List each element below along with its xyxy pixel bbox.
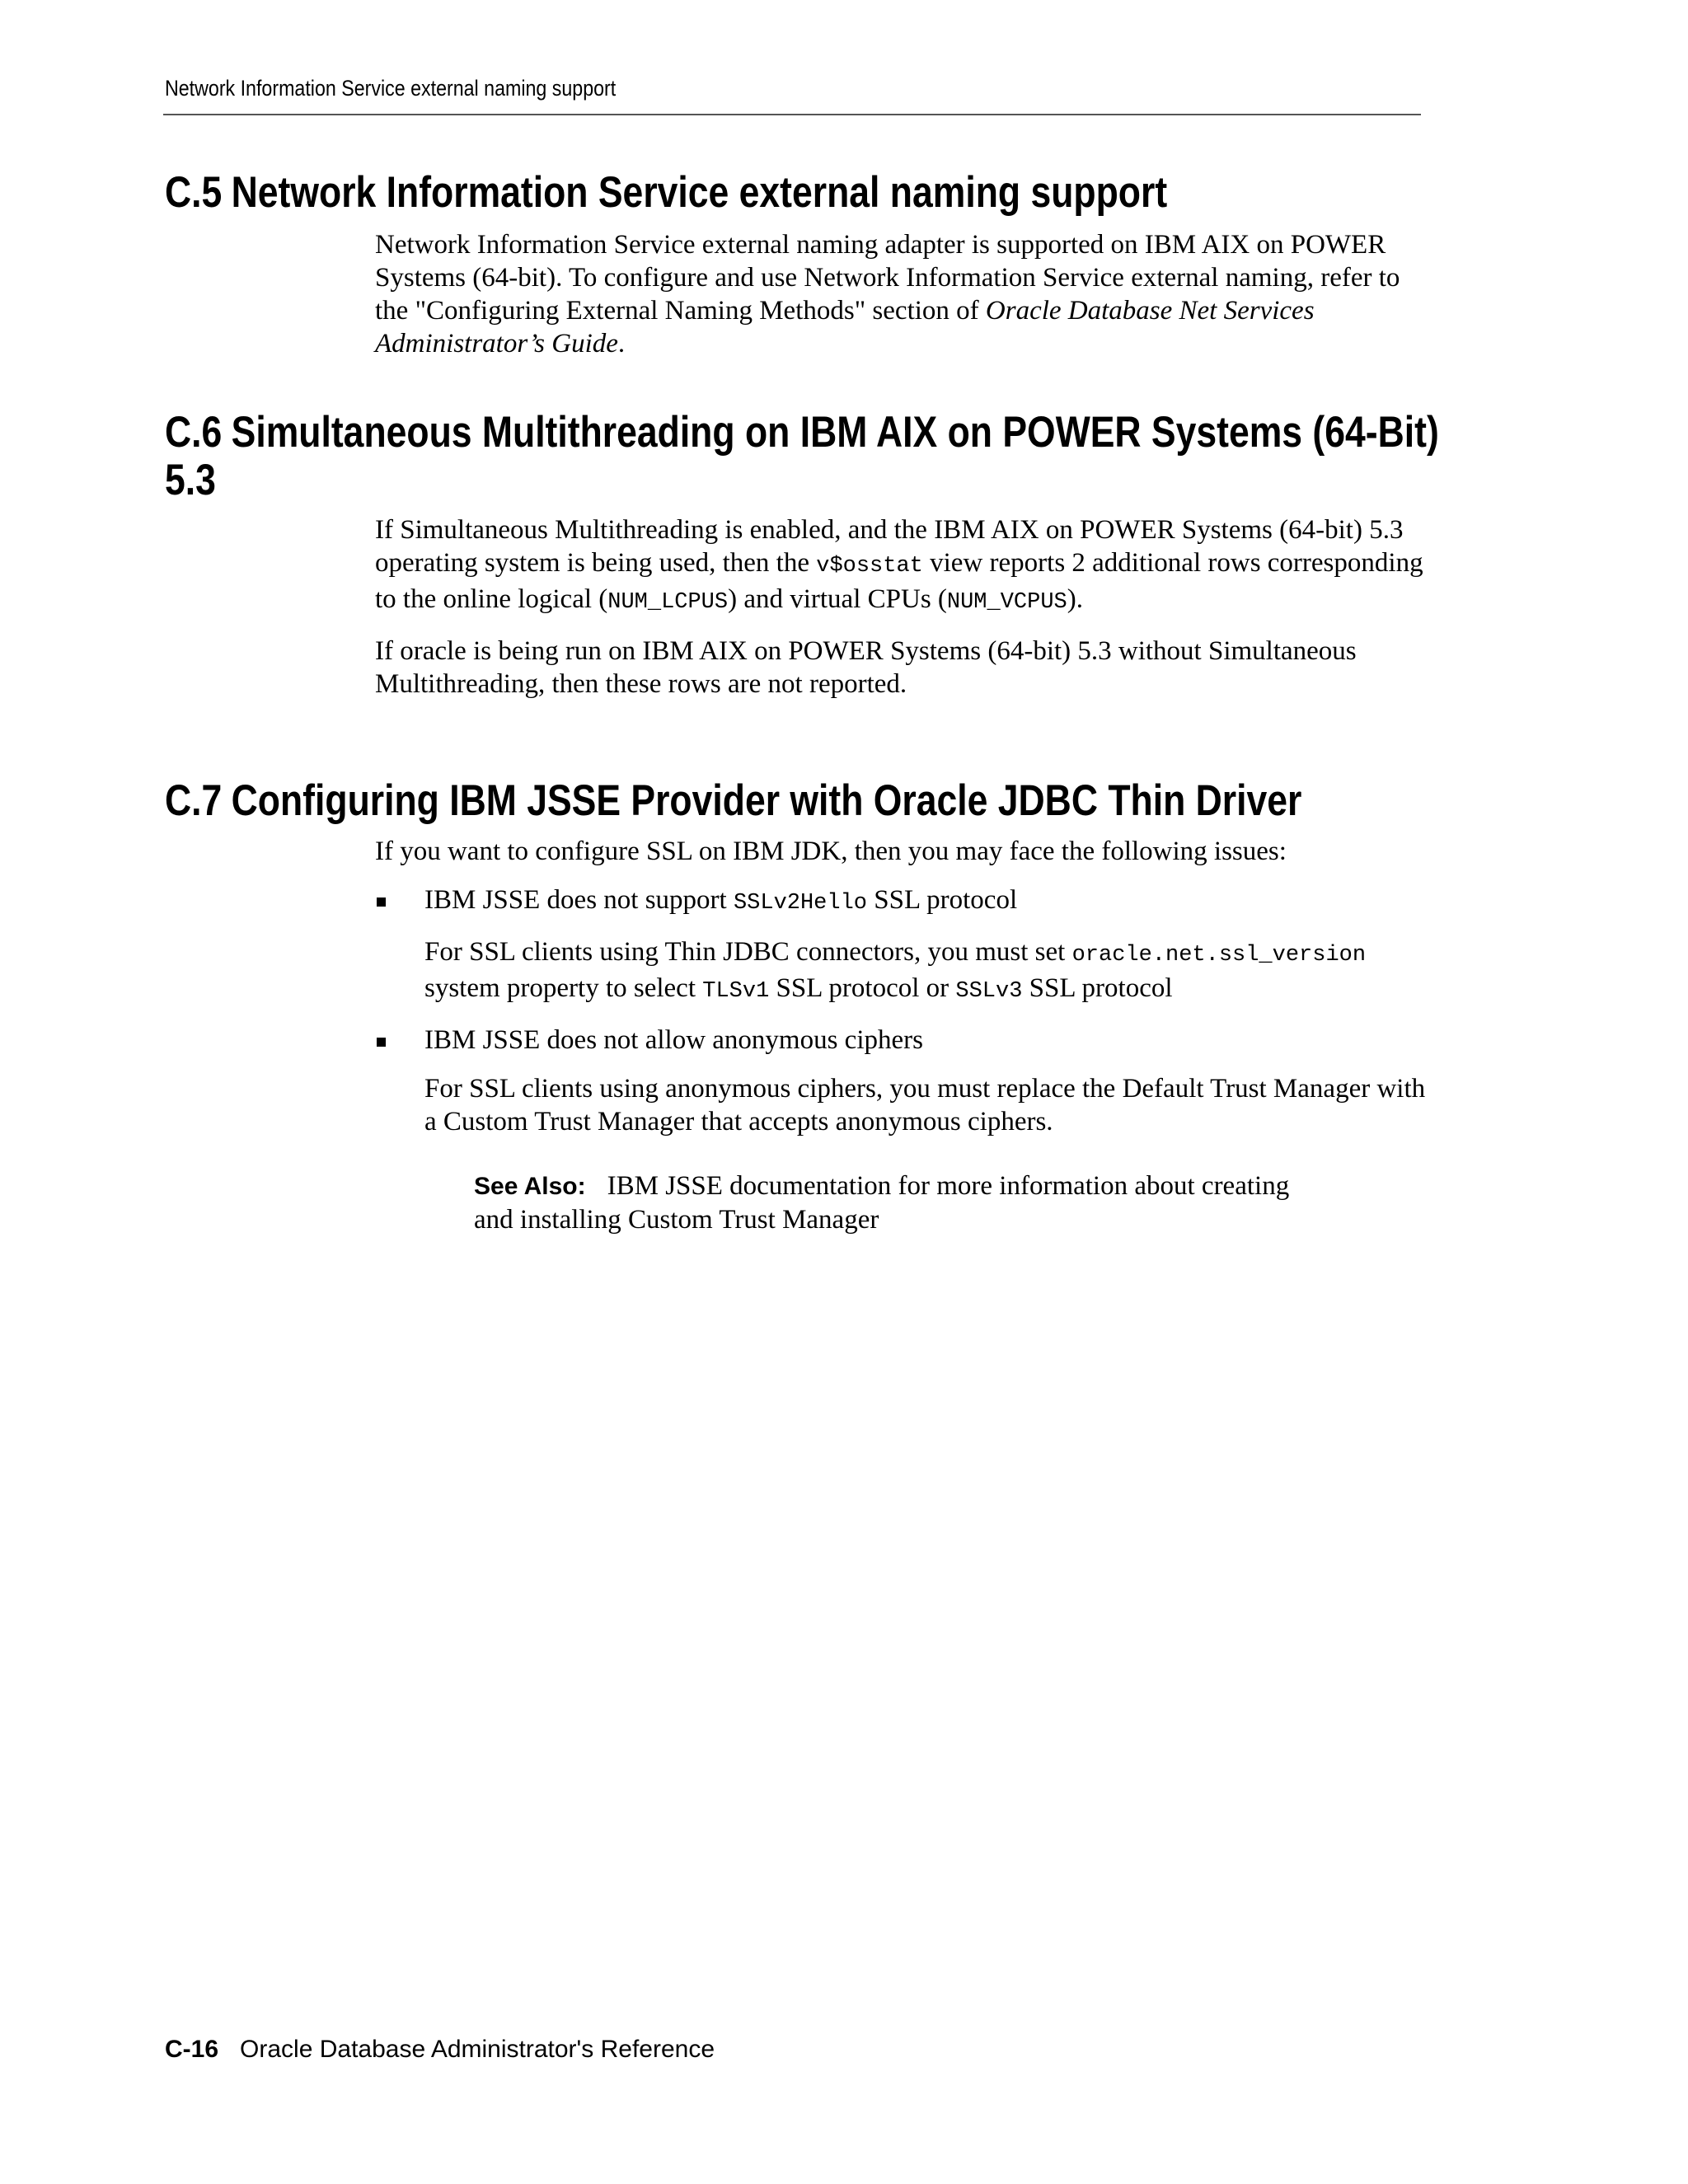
- detail-text: SSL protocol: [1022, 973, 1173, 1003]
- bullet-text: [424, 883, 1438, 920]
- code-sslv2hello: SSLv2Hello: [733, 891, 867, 916]
- issue-list: [375, 883, 1438, 1138]
- paragraph: If you want to configure SSL on IBM JDK, then you may face the following issues:: [375, 837, 1287, 866]
- detail-text: system property to select: [424, 973, 703, 1003]
- list-item: [375, 883, 1438, 1008]
- see-also-text: IBM JSSE documentation for more information about creating and installing Custom Trust Manager: [474, 1171, 1290, 1235]
- section-heading-c6: [165, 409, 1439, 504]
- code-num-lcpus: NUM_LCPUS: [607, 590, 729, 615]
- section-heading-c7: [165, 777, 1301, 825]
- paragraph: [375, 513, 1438, 619]
- paragraph-text: ).: [1067, 584, 1083, 614]
- code-tlsv1: TLSv1: [702, 979, 770, 1004]
- code-sslv3: SSLv3: [955, 979, 1023, 1004]
- code-oracle-net-ssl-version: oracle.net.ssl_version: [1071, 943, 1367, 968]
- detail-text: SSL protocol or: [769, 973, 956, 1003]
- paragraph: If oracle is being run on IBM AIX on POWER Systems (64-bit) 5.3 without Simultaneous Multithreading, then these rows are not reported.: [375, 636, 1357, 699]
- list-item: [375, 1024, 1438, 1138]
- bullet-detail: [424, 935, 1438, 1008]
- guide-title: Oracle Database Net Services Administrator’s Guide: [375, 296, 1315, 359]
- paragraph-text: view reports 2 additional rows corresponding to the online logical (: [375, 548, 1423, 614]
- section-title-continued: 5.3: [165, 456, 216, 504]
- section-number: C.5: [165, 168, 223, 217]
- running-header: Network Information Service external naming support: [165, 76, 617, 101]
- section-title: Simultaneous Multithreading on IBM AIX on POWER Systems (64-Bit): [231, 408, 1439, 457]
- header-rule: [163, 114, 1421, 115]
- section-number: C.7: [165, 776, 223, 825]
- paragraph: [375, 228, 1438, 360]
- section-heading-c5: [165, 169, 1167, 217]
- page-number: C-16: [165, 2036, 219, 2063]
- bullet-icon: [377, 898, 386, 907]
- section-number: C.6: [165, 408, 223, 457]
- section-body-c6: [375, 513, 1438, 716]
- book-title: Oracle Database Administrator's Reference: [240, 2036, 715, 2063]
- paragraph-text: If Simultaneous Multithreading is enabled, and the IBM AIX on POWER Systems (64-bit) 5.3 operating system is being used, then the: [375, 515, 1404, 578]
- bullet-text: IBM JSSE does not allow anonymous ciphers: [424, 1025, 923, 1055]
- section-body-c5: [375, 228, 1438, 376]
- paragraph-end: .: [617, 329, 626, 359]
- detail-text: For SSL clients using Thin JDBC connectors, you must set: [424, 937, 1072, 967]
- paragraph-text: Network Information Service external naming adapter is supported on IBM AIX on POWER Systems (64-bit). To configure and use Network Information Service external naming, refer to the "Configuring External Naming Methods" section of: [375, 230, 1400, 326]
- page-footer: [165, 2036, 715, 2064]
- bullet-text-part: SSL protocol: [867, 885, 1018, 915]
- see-also-note: [474, 1169, 1315, 1236]
- paragraph-text: ) and virtual CPUs (: [728, 584, 947, 614]
- section-body-c7: [375, 835, 1438, 1236]
- code-v-osstat: v$osstat: [816, 554, 923, 579]
- bullet-text-part: IBM JSSE does not support: [424, 885, 734, 915]
- section-title: Configuring IBM JSSE Provider with Oracle JDBC Thin Driver: [231, 776, 1302, 825]
- section-title: Network Information Service external naming support: [231, 168, 1168, 217]
- see-also-label: See Also:: [474, 1173, 586, 1200]
- bullet-icon: [377, 1038, 386, 1047]
- code-num-vcpus: NUM_VCPUS: [946, 590, 1067, 615]
- bullet-detail: For SSL clients using anonymous ciphers, you must replace the Default Trust Manager with a Custom Trust Manager that accepts anonymous ciphers.: [424, 1074, 1426, 1137]
